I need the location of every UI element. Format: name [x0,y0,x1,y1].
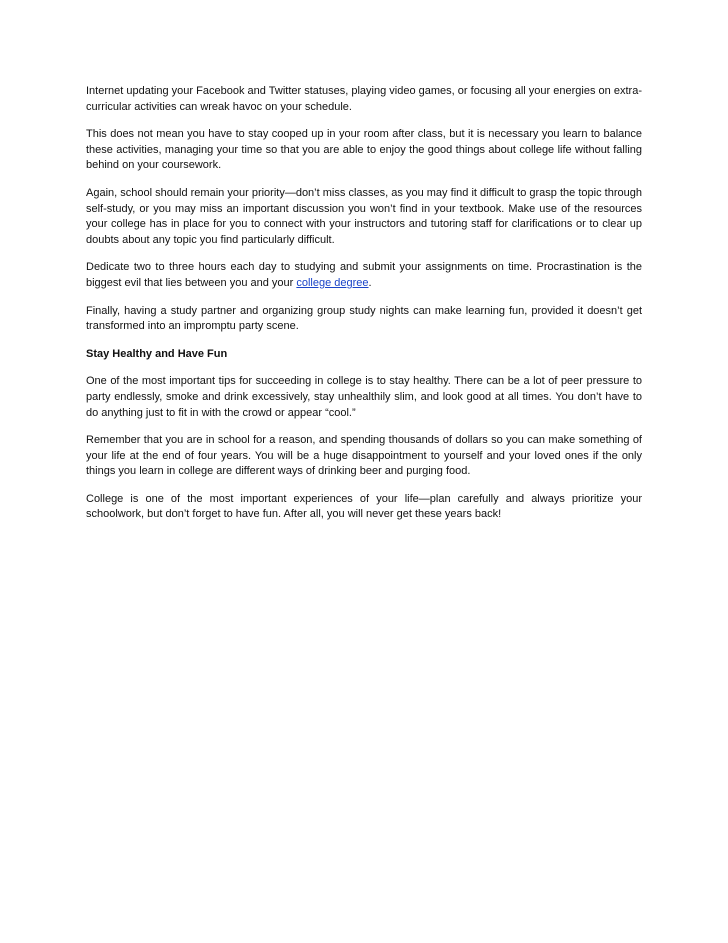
paragraph-conclusion: College is one of the most important experiences of your life—plan carefully and always prioritize your schoolwork, but don’t forget to have fun. After all, you will never get these years back! [86,492,642,521]
paragraph-balance-activities: This does not mean you have to stay cooped up in your room after class, but it is necessary you learn to balance these activities, managing your time so that you are able to enjoy the good things about college life without falling behind on your coursework. [86,128,642,172]
paragraph-stay-healthy: One of the most important tips for succeeding in college is to stay healthy. There can be a lot of peer pressure to party endlessly, smoke and drink excessively, stay unhealthily slim, and look good at all times. You don’t have to do anything just to fit in with the crowd or appear “cool.” [86,375,642,419]
document-page [86,84,642,535]
paragraph-schedule-distractions: Internet updating your Facebook and Twitter statuses, playing video games, or focusing all your energies on extra-curricular activities can wreak havoc on your schedule. [86,85,642,113]
paragraph-study-hours [86,260,642,291]
paragraph-school-priority: Again, school should remain your priority—don’t miss classes, as you may find it difficult to grasp the topic through self-study, or you may miss an important discussion you won’t find in your textbook. Make use of the resources your college has in place for you to connect with your instructors and tutoring staff for clarifications or to clear up doubts about any topic you find particularly difficult. [86,186,642,246]
paragraph-school-reason: Remember that you are in school for a reason, and spending thousands of dollars so you can make something of your life at the end of four years. You will be a huge disappointment to yourself and your loved ones if the only things you learn in college are different ways of drinking beer and purging food. [86,434,642,478]
paragraph-study-hours-text: Dedicate two to three hours each day to studying and submit your assignments on time. Procrastination is the biggest evil that lies between you and your [86,261,642,289]
paragraph-study-hours-end: . [368,276,372,289]
college-degree-link[interactable]: college degree [296,276,369,289]
section-heading: Stay Healthy and Have Fun [86,347,228,360]
paragraph-study-partner: Finally, having a study partner and organizing group study nights can make learning fun, provided it doesn’t get transformed into an impromptu party scene. [86,304,642,333]
